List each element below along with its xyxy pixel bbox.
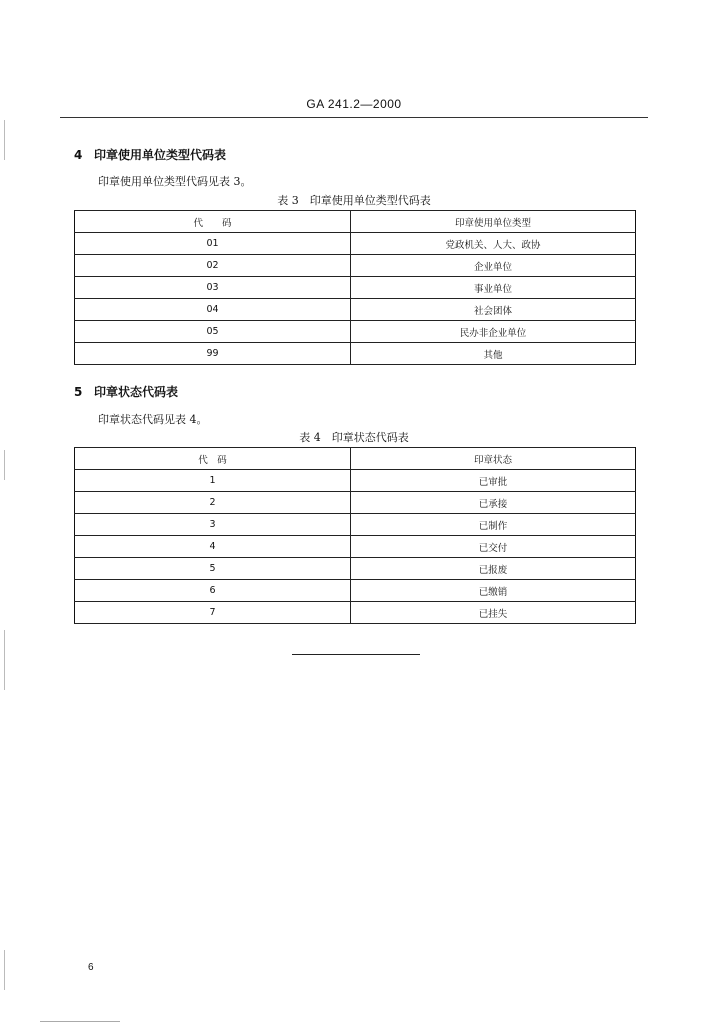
table-caption: 表 4 印章状态代码表 [299,431,409,444]
scan-edge-mark [40,1021,120,1022]
section-intro: 印章使用单位类型代码见表 3。 [98,175,252,188]
table-row [75,536,636,558]
name-cell: 已缴销 [351,580,636,602]
name-cell: 事业单位 [351,277,636,299]
page-number: 6 [88,962,94,973]
table-row [75,580,636,602]
code-cell: 7 [75,602,351,624]
section-heading [74,146,226,163]
seal-status-code-table [74,447,636,624]
table-row [75,602,636,624]
name-cell: 党政机关、人大、政协 [351,233,636,255]
table-row [75,558,636,580]
unit-type-code-table [74,210,636,365]
section-number: 4 [74,148,83,162]
name-cell: 已制作 [351,514,636,536]
table-header-row [75,211,636,233]
code-cell: 6 [75,580,351,602]
code-cell: 03 [75,277,351,299]
code-cell: 5 [75,558,351,580]
code-cell: 01 [75,233,351,255]
name-cell: 已挂失 [351,602,636,624]
code-cell: 2 [75,492,351,514]
table-row [75,321,636,343]
name-cell: 社会团体 [351,299,636,321]
column-header-name: 印章状态 [351,448,636,470]
section-number: 5 [74,385,83,399]
section-title: 印章状态代码表 [94,385,179,399]
name-cell: 民办非企业单位 [351,321,636,343]
scan-edge-mark [4,630,5,690]
name-cell: 已审批 [351,470,636,492]
column-header-code: 代 码 [75,211,351,233]
table-header-row [75,448,636,470]
scan-edge-mark [4,950,5,990]
document-header: GA 241.2—2000 [306,97,402,111]
section-title: 印章使用单位类型代码表 [94,148,227,162]
code-cell: 02 [75,255,351,277]
code-cell: 04 [75,299,351,321]
table-row [75,233,636,255]
section-heading [74,383,178,400]
table-row [75,255,636,277]
scan-edge-mark [4,450,5,480]
code-cell: 4 [75,536,351,558]
table-row [75,299,636,321]
end-of-document-rule [292,654,420,655]
name-cell: 已承接 [351,492,636,514]
column-header-name: 印章使用单位类型 [351,211,636,233]
table-row [75,492,636,514]
code-cell: 3 [75,514,351,536]
code-cell: 99 [75,343,351,365]
name-cell: 已报废 [351,558,636,580]
header-rule [60,117,648,118]
name-cell: 企业单位 [351,255,636,277]
table-row [75,514,636,536]
table-row [75,343,636,365]
section-intro: 印章状态代码见表 4。 [98,413,208,426]
table-caption: 表 3 印章使用单位类型代码表 [277,194,431,207]
name-cell: 其他 [351,343,636,365]
column-header-code: 代 码 [75,448,351,470]
code-cell: 05 [75,321,351,343]
table-row [75,470,636,492]
table-row [75,277,636,299]
code-cell: 1 [75,470,351,492]
scan-edge-mark [4,120,5,160]
name-cell: 已交付 [351,536,636,558]
